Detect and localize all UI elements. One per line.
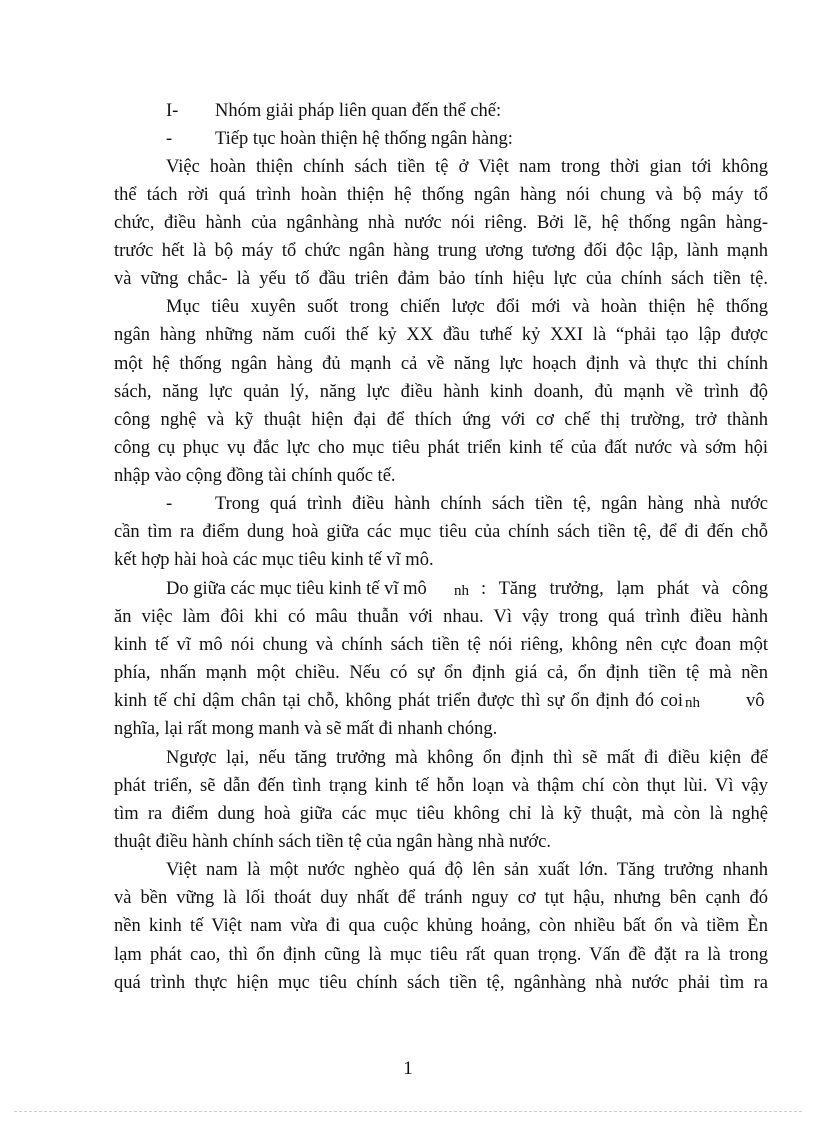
para4-line: ăn việc làm đôi khi có mâu thuẫn với nhau. Vì vậy trong quá trình điều hành [114, 607, 768, 627]
para4-line1-end: : Tăng trưởng, lạm phát và công [481, 579, 768, 599]
para2-line: ngân hàng những năm cuối thế kỷ XX đầu tưhế kỷ XXI là “phải tạo lập được [114, 325, 768, 345]
heading-bullet: - [166, 129, 173, 149]
para1-line: thể tách rời quá trình hoàn thiện hệ thống ngân hàng nói chung và bộ máy tổ [114, 185, 768, 205]
para6-line: nền kinh tế Việt nam vừa đi qua cuộc khủng hoảng, còn nhiều bất ổn và tiềm Èn [114, 916, 768, 936]
para1-line: trước hết là bộ máy tổ chức ngân hàng trung ương tương đối độc lập, lành mạnh [114, 241, 768, 261]
para6-line: và bền vững là lối thoát duy nhất để tránh nguy cơ tụt hậu, nhưng bên cạnh đó [114, 888, 768, 908]
para3-bullet: - [166, 494, 173, 514]
para4-line5-start: kinh tế chỉ dậm chân tại chỗ, không phát triển được thì sự ổn định đó coi [114, 691, 683, 711]
para2-line: nhập vào cộng đồng tài chính quốc tế. [114, 466, 396, 486]
para4-line: nghĩa, lại rất mong manh và sẽ mất đi nhanh chóng. [114, 719, 498, 739]
heading-marker: I- [166, 101, 179, 121]
para6-line: lạm phát cao, thì ổn định cũng là mục tiêu rất quan trọng. Vấn đề đặt ra là trong [114, 945, 768, 965]
heading-institutional-solutions: Nhóm giải pháp liên quan đến thể chế: [215, 101, 502, 121]
para5-line: thuật điều hành chính sách tiền tệ của ngân hàng nhà nước. [114, 832, 551, 852]
para1-line: chức, điều hành của ngânhàng nhà nước nói riêng. Bởi lẽ, hệ thống ngân hàng- [114, 213, 768, 233]
para2-line: công cụ phục vụ đắc lực cho mục tiêu phát triển kinh tế của đất nước và sớm hội [114, 438, 768, 458]
heading-banking-system: Tiếp tục hoàn thiện hệ thống ngân hàng: [215, 129, 513, 149]
para2-line: một hệ thống ngân hàng đủ mạnh cả về năng lực hoạch định và thực thi chính [114, 354, 768, 374]
para3-line: Trong quá trình điều hành chính sách tiền tệ, ngân hàng nhà nước [215, 494, 768, 514]
para3-line: kết hợp hài hoà các mục tiêu kinh tế vĩ mô. [114, 550, 434, 570]
para4-subscript: nh [685, 695, 700, 711]
para4-line5-end: vô [746, 691, 765, 711]
para2-line: công nghệ và kỹ thuật hiện đại để thích ứng với cơ chế thị trường, trở thành [114, 410, 768, 430]
para5-line: phát triển, sẽ dẫn đến tình trạng kinh tế hỗn loạn và thậm chí còn thụt lùi. Vì vậy [114, 776, 768, 796]
para2-line: Mục tiêu xuyên suốt trong chiến lược đổi mới và hoàn thiện hệ thống [166, 297, 768, 317]
para5-line: Ngược lại, nếu tăng trưởng mà không ổn định thì sẽ mất đi điều kiện để [166, 748, 768, 768]
para4-line: phía, nhấn mạnh một chiều. Nếu có sự ổn định giá cả, ổn định tiền tệ mà nền [114, 663, 768, 683]
para1-line: và vững chắc- là yếu tố đầu triên đảm bảo tính hiệu lực của chính sách tiền tệ. [114, 269, 768, 289]
para6-line: Việt nam là một nước nghèo quá độ lên sản xuất lớn. Tăng trưởng nhanh [166, 860, 768, 880]
para3-line: cần tìm ra điểm dung hoà giữa các mục tiêu của chính sách tiền tệ, để đi đến chỗ [114, 522, 768, 542]
para1-line: Việc hoàn thiện chính sách tiền tệ ở Việt nam trong thời gian tới không [166, 157, 768, 177]
para2-line: sách, năng lực quản lý, năng lực điều hành kinh doanh, đủ mạnh về trình độ [114, 382, 768, 402]
para5-line: tìm ra điểm dung hoà giữa các mục tiêu không chỉ là kỹ thuật, mà còn là nghệ [114, 804, 768, 824]
para4-line: kinh tế vĩ mô nói chung và chính sách tiền tệ nói riêng, không nên cực đoan một [114, 635, 768, 655]
para4-line1-start: Do giữa các mục tiêu kinh tế vĩ mô [166, 579, 427, 599]
para4-subscript: nh [454, 583, 469, 599]
page-number: 1 [403, 1058, 413, 1079]
page-bottom-border [14, 1111, 802, 1112]
para6-line: quá trình thực hiện mục tiêu chính sách tiền tệ, ngânhàng nhà nước phải tìm ra [114, 973, 768, 993]
